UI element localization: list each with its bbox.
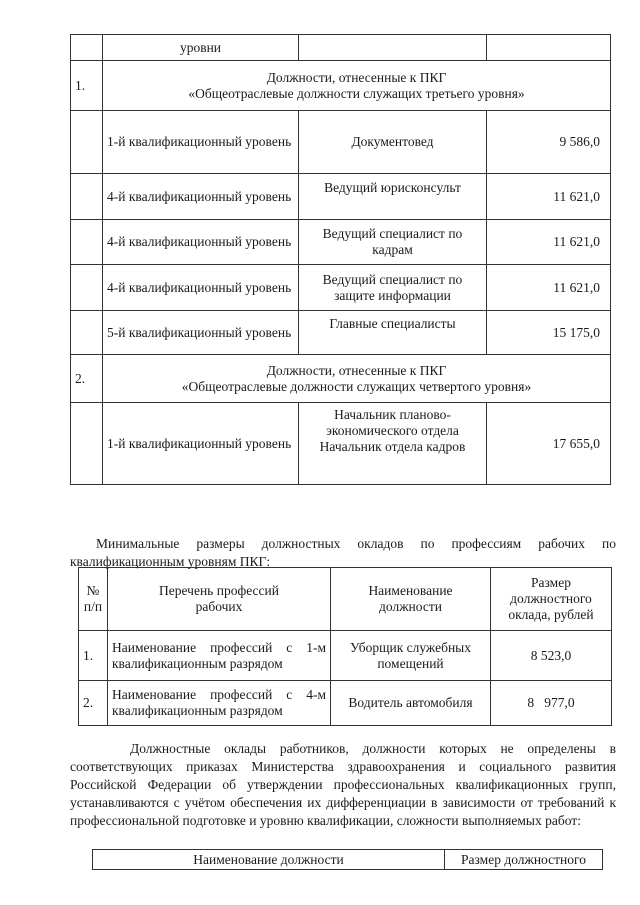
position-line: экономического отдела [326,423,459,438]
header-name: Наименование должности [93,850,445,870]
group-title-line: «Общеотраслевые должности служащих четвертого уровня» [181,378,532,394]
table-row [79,631,612,681]
group-title [103,355,611,403]
table-cell-position: Ведущий специалист по защите информации [299,265,487,311]
table-cell-salary: 8 523,0 [491,631,612,681]
table-header-row [79,568,612,631]
table-cell-level: уровни [103,35,299,61]
table-cell-position: Документовед [299,111,487,174]
table-row [71,220,611,265]
group-number: 2. [71,355,103,403]
group-title-line: Должности, отнесенные к ПКГ [266,362,447,378]
table-cell-position: Уборщик служебных помещений [331,631,491,681]
header-size: Размер должностного оклада, рублей [491,568,612,631]
table-cell [71,403,103,485]
table-cell-salary: 11 621,0 [487,174,611,220]
table-row [71,265,611,311]
table-cell-salary: 8 977,0 [491,681,612,726]
table-cell-profession: Наименование профессий с 1-м квалификационным разрядом [108,631,331,681]
table-cell-num: 2. [79,681,108,726]
table-cell [71,174,103,220]
table-row [71,111,611,174]
table-cell-position [299,403,487,485]
table-cell-salary: 9 586,0 [487,111,611,174]
header-list: Перечень профессий рабочих [108,568,331,631]
table-cell-level: 4-й квалификационный уровень [103,220,299,265]
group-header-row [71,61,611,111]
group-header-row [71,355,611,403]
group-title-line: «Общеотраслевые должности служащих третьего уровня» [188,85,525,101]
table-cell-position: Главные специалисты [299,311,487,355]
salary-table-other [92,849,603,870]
table-cell-level: 1-й квалификационный уровень [103,111,299,174]
table-cell-position: Водитель автомобиля [331,681,491,726]
table-cell [71,220,103,265]
table-cell-level: 5-й квалификационный уровень [103,311,299,355]
table-cell-num: 1. [79,631,108,681]
table-cell-level: 4-й квалификационный уровень [103,265,299,311]
table-cell [71,265,103,311]
table-cell-salary: 11 621,0 [487,265,611,311]
position-line: Начальник отдела кадров [319,439,466,454]
table-cell-position: Ведущий юрисконсульт [299,174,487,220]
table-cell [71,311,103,355]
table-cell-position: Ведущий специалист по кадрам [299,220,487,265]
group-number: 1. [71,61,103,111]
table-row [79,681,612,726]
group-title [103,61,611,111]
table-cell [299,35,487,61]
table-cell [71,111,103,174]
table-cell [487,35,611,61]
position-line: Начальник планово- [334,407,451,422]
table-cell-salary: 17 655,0 [487,403,611,485]
group-title-line: Должности, отнесенные к ПКГ [266,69,447,85]
salary-table-workers [78,567,612,726]
paragraph-workers-intro: Минимальные размеры должностных окладов по профессиям рабочих по квалификационным уровням ПКГ: [70,536,616,569]
table-cell-profession: Наименование профессий с 4-м квалификационным разрядом [108,681,331,726]
table-header-row [93,850,603,870]
table-row-continued [71,35,611,61]
table-cell [71,35,103,61]
table-row [71,311,611,355]
table-cell-salary: 15 175,0 [487,311,611,355]
paragraph-other-positions: Должностные оклады работников, должности которых не определены в соответствующих приказах Министерства здравоохранения и социального развития Российской Федерации об утверждении профессиональных квалификационных групп, устанавливаются с учётом обеспечения их дифференциации в зависимости от требований к профессиональной подготовке и уровню квалификации, сложности выполняемых работ: [70,741,616,828]
table-cell-level: 1-й квалификационный уровень [103,403,299,485]
table-row [71,403,611,485]
table-cell-salary: 11 621,0 [487,220,611,265]
header-size: Размер должностного [445,850,603,870]
table-row [71,174,611,220]
salary-table-employees [70,34,611,485]
header-num: № п/п [79,568,108,631]
table-cell-level: 4-й квалификационный уровень [103,174,299,220]
header-name: Наименование должности [331,568,491,631]
